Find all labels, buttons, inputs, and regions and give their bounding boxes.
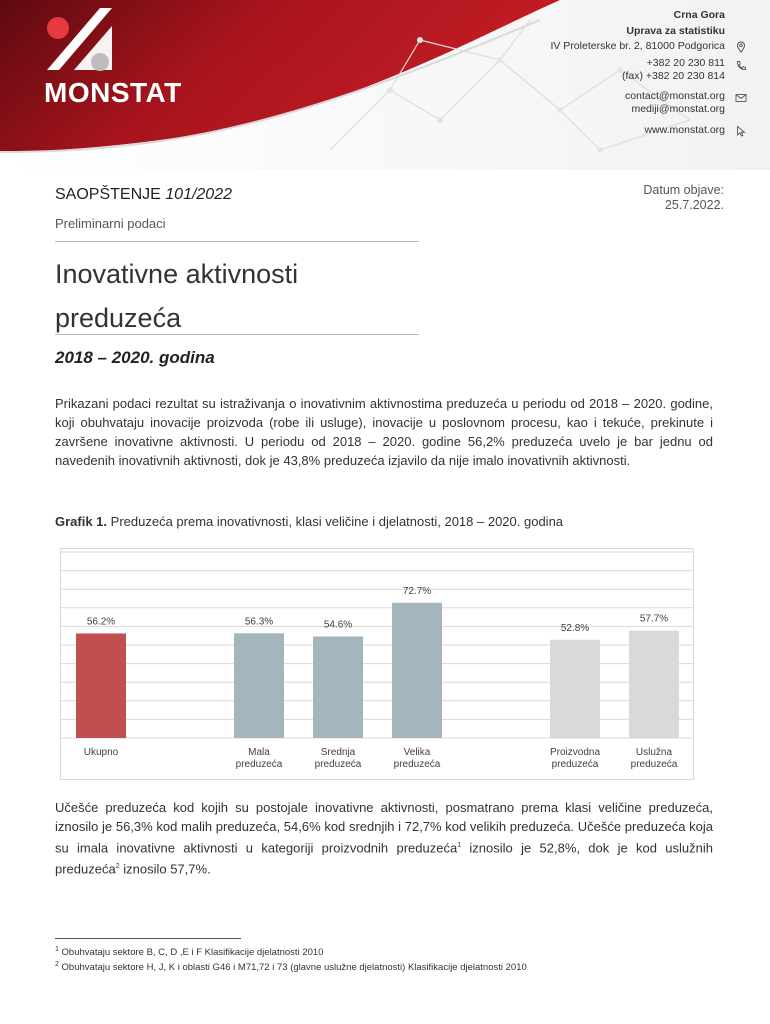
category-label: preduzeća: [235, 759, 283, 770]
category-label: Srednja: [320, 747, 356, 758]
data-label: 57.7%: [639, 613, 669, 625]
footnote-text: Obuhvataju sektore B, C, D ,E i F Klasifikacije djelatnosti 2010: [58, 947, 324, 959]
bar: [313, 636, 363, 738]
period-heading: 2018 – 2020. godina: [55, 348, 215, 367]
address: IV Proleterske br. 2, 81000 Podgorica: [550, 40, 725, 52]
category-label: preduzeća: [393, 759, 441, 770]
results-paragraph: [55, 798, 713, 879]
bar: [629, 631, 679, 738]
logo-text: MONSTAT: [44, 77, 182, 108]
email-media[interactable]: mediji@monstat.org: [631, 103, 725, 115]
footnote-2: [55, 961, 527, 973]
footnote-ref-1[interactable]: 1: [457, 842, 462, 849]
release-date: 25.7.2022.: [664, 198, 724, 212]
website-link[interactable]: www.monstat.org: [644, 124, 725, 136]
title-line-1: Inovativne aktivnosti: [55, 259, 299, 289]
category-label: Mala: [248, 747, 270, 758]
phone: +382 20 230 811: [646, 57, 725, 69]
bar: [392, 603, 442, 738]
category-label: Proizvodna: [549, 747, 601, 758]
results-text-c: iznosilo 57,7%.: [119, 861, 211, 877]
release-date-block: [643, 183, 724, 213]
bar-chart: [60, 548, 694, 780]
location-icon: [735, 41, 747, 53]
release-number: 101/2022: [165, 186, 232, 203]
bar: [234, 633, 284, 738]
results-text-b: iznosilo je 52,8%, dok je kod uslužnih preduzeća: [55, 840, 713, 877]
release-subtitle: Preliminarni podaci: [55, 216, 166, 231]
data-label: 52.8%: [560, 622, 590, 634]
data-label: 56.3%: [244, 616, 274, 628]
page-title: [55, 252, 555, 340]
release-type: SAOPŠTENJE: [55, 186, 161, 203]
phone-icon: [735, 60, 747, 72]
category-label: preduzeća: [551, 759, 599, 770]
fax: (fax) +382 20 230 814: [621, 70, 725, 82]
bar: [76, 633, 126, 738]
results-text-a: Učešće preduzeća kod kojih su postojale inovativne aktivnosti, posmatrano prema klasi veličine preduzeća, iznosilo je 56,3% kod malih preduzeća, 54,6% kod srednjih i 72,7% kod velikih preduzeća. Učešće preduzeća koja su imala inovativne aktivnosti u kategoriji proizvodnih preduzeća: [55, 800, 713, 856]
footnote-divider: [55, 938, 241, 939]
footnote-mark: 2: [55, 961, 59, 968]
divider: [55, 241, 419, 242]
footnote-1: [55, 946, 323, 958]
category-label: preduzeća: [630, 759, 678, 770]
category-label: Ukupno: [83, 747, 119, 758]
title-line-2: preduzeća: [55, 303, 182, 333]
data-label: 72.7%: [402, 585, 432, 597]
release-label: [55, 186, 232, 204]
email-icon: [735, 92, 747, 104]
figure-caption-text: Preduzeća prema inovativnosti, klasi veličine i djelatnosti, 2018 – 2020. godina: [107, 514, 564, 529]
data-label: 56.2%: [86, 616, 116, 628]
footnote-ref-2[interactable]: 2: [115, 863, 120, 871]
org-country: Crna Gora: [673, 9, 725, 21]
release-date-label: Datum objave:: [643, 183, 724, 197]
bar: [550, 640, 600, 738]
intro-paragraph: Prikazani podaci rezultat su istraživanja o inovativnim aktivnostima preduzeća u periodu od 2018 – 2020. godine, koji obuhvataju inovacije proizvoda (robe ili usluge), inovacije u poslovnom procesu, kao i tekuće, prekinute i završene inovativne aktivnosti. U periodu od 2018 – 2020. godine 56,2% preduzeća uvelo je bar jednu od navedenih inovativnih aktivnosti, dok je 43,8% preduzeća izjavilo da nije imalo inovativnih aktivnosti.: [55, 396, 713, 468]
org-name: Uprava za statistiku: [626, 25, 725, 37]
footnote-mark: 1: [55, 946, 59, 953]
cursor-icon: [735, 125, 747, 137]
data-label: 54.6%: [323, 619, 353, 631]
figure-caption: [55, 514, 563, 529]
divider: [55, 334, 419, 335]
email-contact[interactable]: contact@monstat.org: [625, 90, 725, 102]
category-label: Uslužna: [635, 747, 673, 758]
figure-label: Grafik 1.: [55, 514, 108, 529]
category-label: Velika: [403, 747, 431, 758]
category-label: preduzeća: [314, 759, 362, 770]
footnote-text: Obuhvataju sektore H, J, K i oblasti G46 i M71,72 i 73 (glavne uslužne djelatnosti) Klasifikacije djelatnosti 2010: [58, 962, 527, 974]
